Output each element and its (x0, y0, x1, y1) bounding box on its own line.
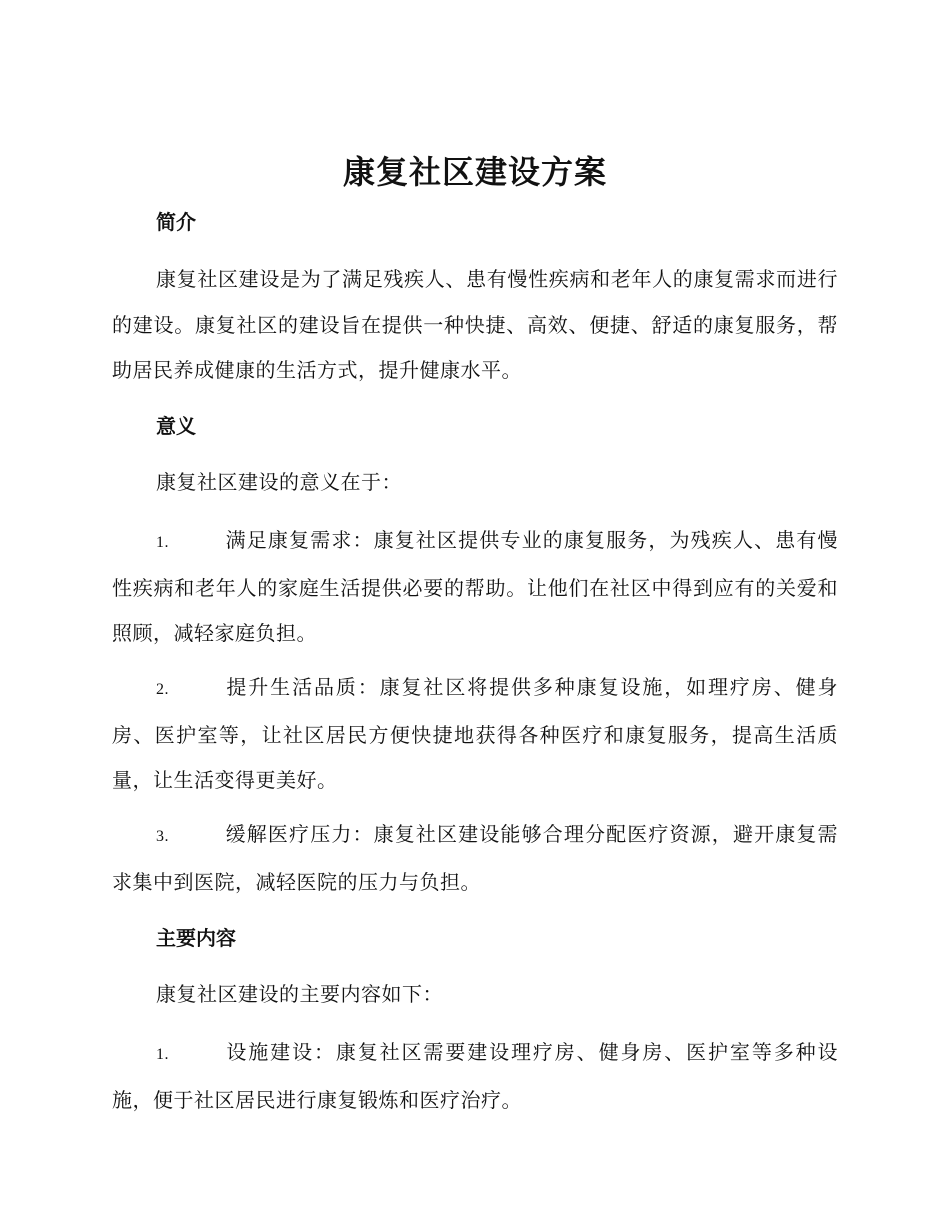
significance-lead: 康复社区建设的意义在于： (156, 470, 402, 494)
significance-item-1 (112, 518, 838, 657)
list-item-text: 缓解医疗压力：康复社区建设能够合理分配医疗资源，避开康复需求集中到医院，减轻医院的压力与负担。 (112, 822, 838, 894)
significance-item-3 (112, 812, 838, 905)
list-number: 2. (156, 681, 169, 698)
document-title: 康复社区建设方案 (342, 153, 607, 191)
list-item-text: 满足康复需求：康复社区提供专业的康复服务，为残疾人、患有慢性疾病和老年人的家庭生活提供必要的帮助。让他们在社区中得到应有的关爱和照顾，减轻家庭负担。 (112, 528, 838, 645)
content-lead: 康复社区建设的主要内容如下： (156, 982, 443, 1006)
list-item-text: 设施建设：康复社区需要建设理疗房、健身房、医护室等多种设施，便于社区居民进行康复锻炼和医疗治疗。 (112, 1040, 838, 1112)
section-heading-content: 主要内容 (156, 926, 236, 950)
content-item-1 (112, 1030, 838, 1123)
intro-paragraph: 康复社区建设是为了满足残疾人、患有慢性疾病和老年人的康复需求而进行的建设。康复社区的建设旨在提供一种快捷、高效、便捷、舒适的康复服务，帮助居民养成健康的生活方式，提升健康水平。 (112, 267, 838, 382)
section-heading-intro: 简介 (156, 210, 196, 234)
significance-item-2 (112, 665, 838, 804)
section-heading-significance: 意义 (156, 414, 196, 438)
list-number: 1. (156, 1046, 169, 1063)
list-item-text: 提升生活品质：康复社区将提供多种康复设施，如理疗房、健身房、医护室等，让社区居民方便快捷地获得各种医疗和康复服务，提高生活质量，让生活变得更美好。 (112, 675, 838, 792)
list-number: 3. (156, 828, 169, 845)
list-number: 1. (156, 534, 169, 551)
